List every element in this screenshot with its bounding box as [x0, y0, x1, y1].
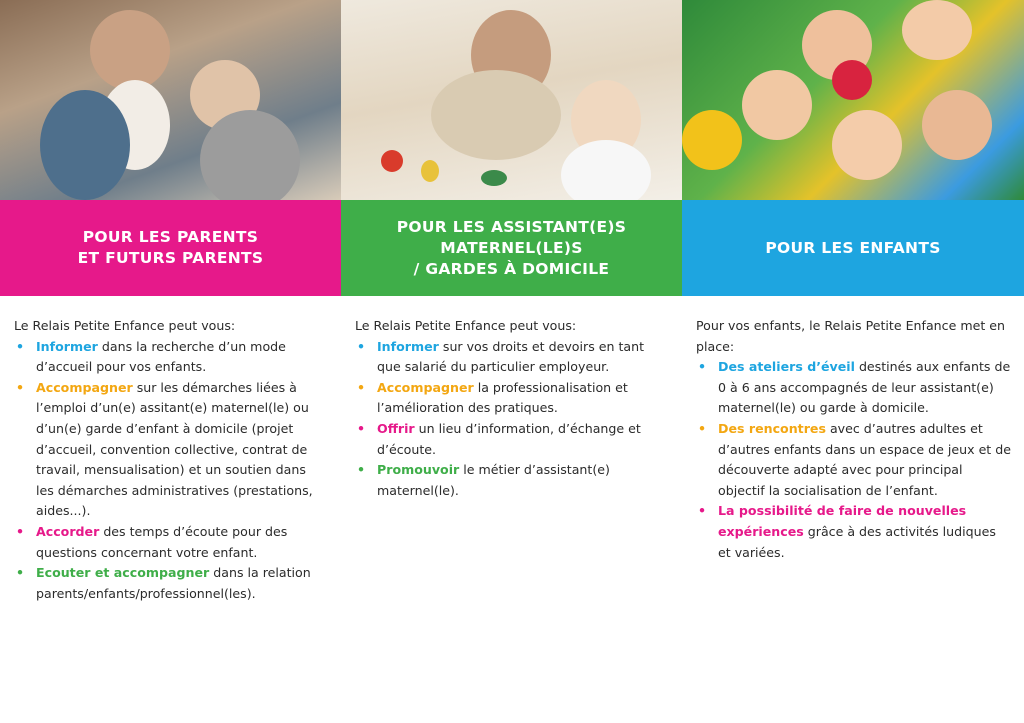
item-keyword: Des ateliers d’éveil [718, 359, 855, 375]
bullet-dot-icon: • [698, 359, 707, 375]
list-item [14, 563, 327, 604]
bullet-dot-icon: • [357, 462, 366, 478]
bullet-dot-icon: • [698, 420, 707, 436]
item-keyword: Offrir [377, 420, 415, 436]
list-item [355, 419, 668, 460]
item-keyword: Accompagner [36, 379, 133, 395]
item-keyword: Des rencontres [718, 420, 826, 436]
photo-parents [0, 0, 341, 200]
list-item [14, 378, 327, 522]
header-line: POUR LES PARENTS [82, 228, 259, 246]
item-text: le métier d’assistant(e) maternel(le). [377, 462, 610, 498]
text-row [0, 296, 1024, 723]
column-intro: Le Relais Petite Enfance peut vous: [14, 318, 236, 333]
item-keyword: Accompagner [377, 379, 474, 395]
item-keyword: Informer [36, 338, 98, 354]
photo-children [682, 0, 1024, 200]
bullet-dot-icon: • [16, 338, 25, 354]
item-text: avec d’autres adultes et d’autres enfants dans un espace de jeux et de découverte adapté avec pour principal objectif la socialisation de l’enfant. [718, 420, 1011, 498]
item-text: la professionalisation et l’amélioration des pratiques. [377, 379, 628, 416]
header-children [682, 200, 1024, 296]
column-parents [0, 296, 341, 723]
header-line: ET FUTURS PARENTS [77, 249, 264, 267]
item-text: grâce à des activités ludiques et variées. [718, 523, 996, 560]
item-keyword: Accorder [36, 523, 100, 539]
list-item [696, 419, 1012, 501]
header-parents [0, 200, 341, 296]
item-text: dans la recherche d’un mode d’accueil pour vos enfants. [36, 338, 286, 375]
bullet-list [355, 337, 668, 502]
item-keyword: Promouvoir [377, 462, 460, 478]
header-row [0, 200, 1024, 296]
item-text: sur vos droits et devoirs en tant que salarié du particulier employeur. [377, 338, 645, 375]
item-text: sur les démarches liées à l’emploi d’un(e) assitant(e) maternel(le) ou d’un(e) garde d’enfant à domicile (projet d’accueil, convention collective, contrat de travail, mensualisation) et un soutien dans les démarches administratives (prestations, aides...). [36, 379, 313, 519]
header-line: MATERNEL(LE)S [440, 238, 583, 257]
list-item [355, 378, 668, 419]
list-item [14, 337, 327, 378]
list-item [355, 337, 668, 378]
bullet-dot-icon: • [16, 523, 25, 539]
column-intro: Le Relais Petite Enfance peut vous: [355, 318, 577, 333]
header-line: / GARDES À DOMICILE [413, 259, 610, 278]
bullet-dot-icon: • [16, 379, 25, 395]
list-item [696, 357, 1012, 419]
list-item [14, 522, 327, 563]
list-item [696, 501, 1012, 563]
header-line: POUR LES ENFANTS [765, 238, 941, 257]
column-children [682, 296, 1024, 723]
item-keyword: Informer [377, 338, 439, 354]
bullet-dot-icon: • [357, 338, 366, 354]
list-item [355, 460, 668, 501]
column-assistants [341, 296, 682, 723]
bullet-dot-icon: • [698, 503, 707, 519]
photo-row [0, 0, 1024, 200]
item-text: un lieu d’information, d’échange et d’écoute. [377, 420, 641, 457]
item-text: dans la relation parents/enfants/professionnel(les). [36, 565, 311, 601]
column-intro: Pour vos enfants, le Relais Petite Enfance met en place: [696, 318, 1006, 354]
item-text: destinés aux enfants de 0 à 6 ans accompagnés de leur assistant(e) maternel(le) ou garde à domicile. [718, 359, 1011, 416]
item-text: des temps d’écoute pour des questions concernant votre enfant. [36, 523, 288, 560]
bullet-dot-icon: • [16, 565, 25, 581]
header-assistants [341, 200, 682, 296]
header-line: POUR LES ASSISTANT(E)S [396, 217, 627, 236]
bullet-dot-icon: • [357, 420, 366, 436]
item-keyword: La possibilité de faire de nouvelles expériences [718, 503, 967, 539]
photo-childminder [341, 0, 682, 200]
bullet-list [696, 357, 1012, 563]
item-keyword: Ecouter et accompagner [36, 565, 210, 581]
bullet-list [14, 337, 327, 605]
bullet-dot-icon: • [357, 379, 366, 395]
